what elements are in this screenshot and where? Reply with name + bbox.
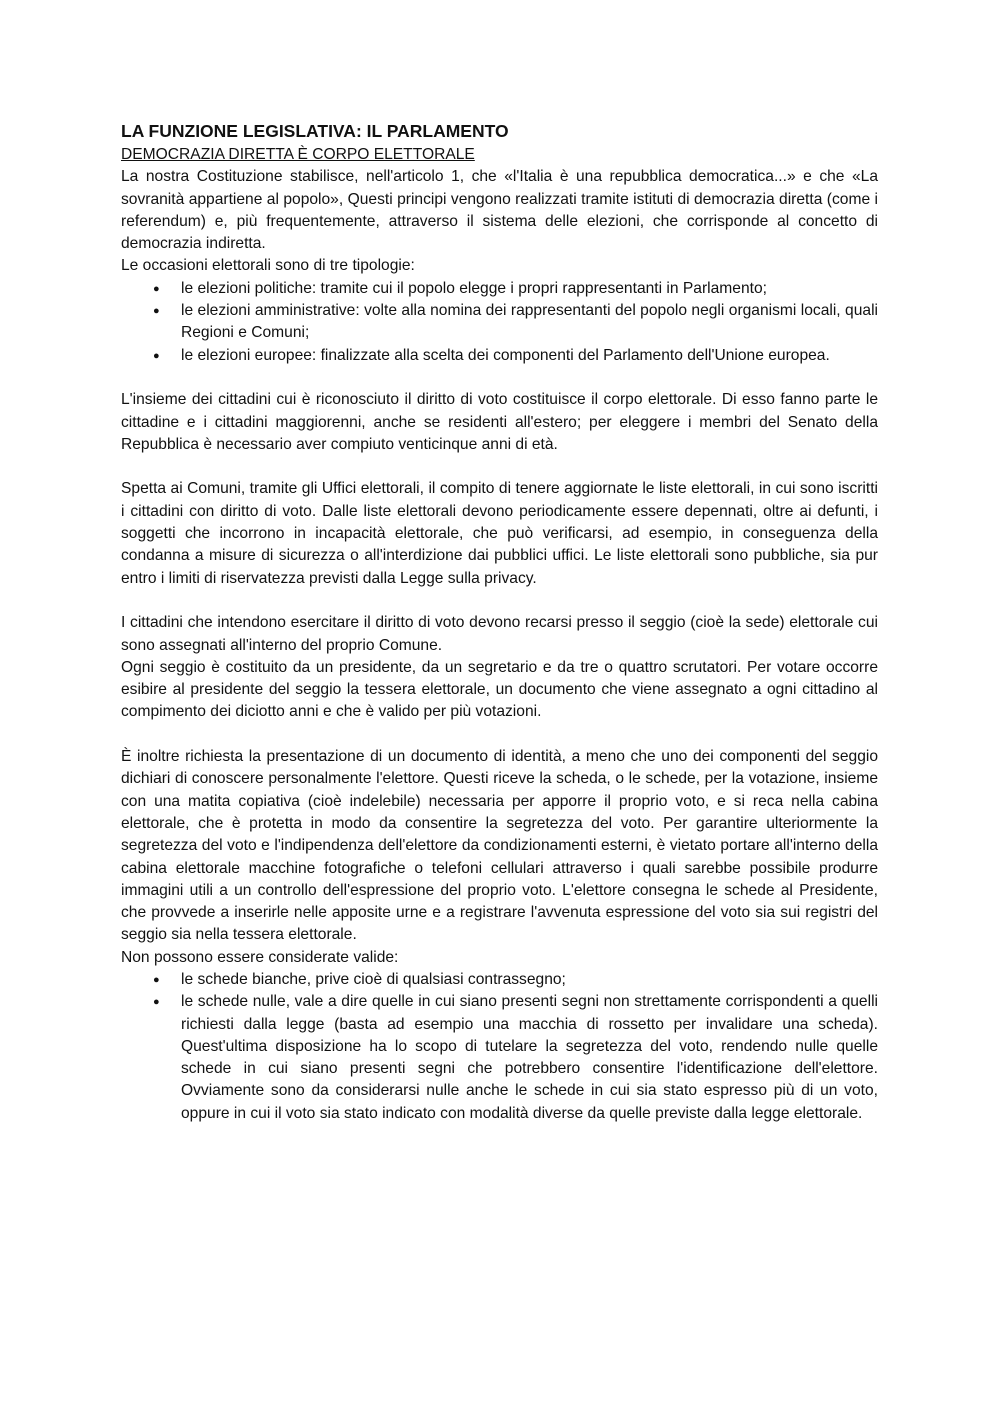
section-subtitle: DEMOCRAZIA DIRETTA È CORPO ELETTORALE: [121, 146, 475, 163]
spacer: [121, 456, 878, 478]
spacer: [121, 367, 878, 389]
election-types-list: [121, 278, 878, 367]
list-item: ● le elezioni amministrative: volte alla nomina dei rappresentanti del popolo negli organismi locali, quali Regioni e Comuni;: [181, 300, 878, 345]
list-item: ● le schede nulle, vale a dire quelle in cui siano presenti segni non strettamente corrispondenti a quelli richiesti dalla legge (basta ad esempio una macchia di rossetto per invalidare una scheda). Quest'ultima disposizione ha lo scopo di tutelare la segretezza del voto, rendendo nulle quelle schede in cui siano presenti segni che potrebbero consentire l'identificazione dell'elettore. Ovviamente sono da considerarsi nulle anche le schede in cui sia stato espresso più di un voto, oppure in cui il voto sia stato indicato con modalità diverse da quelle previste dalla legge elettorale.: [181, 991, 878, 1125]
paragraph-invalid-ballots: Non possono essere considerate valide:: [121, 948, 399, 966]
spacer: [121, 724, 878, 746]
paragraph-intro: La nostra Costituzione stabilisce, nell'articolo 1, che «l'Italia è una repubblica democratica...» e che «La sovranità appartiene al popolo», Questi principi vengono realizzati tramite istituti di democrazia diretta (come i referendum) e, più frequentemente, attraverso il sistema delle elezioni, che corrisponde al concetto di democrazia indiretta.: [121, 168, 878, 253]
invalid-ballots-list: [121, 969, 878, 1125]
paragraph-polling-staff: Ogni seggio è costituito da un presidente, da un segretario e da tre o quattro scrutatori. Per votare occorre esibire al presidente del seggio la tessera elettorale, un documento che viene assegnato a ogni cittadino al compimento dei diciotto anni e che è valido per più votazioni.: [121, 658, 878, 721]
document-title: LA FUNZIONE LEGISLATIVA: IL PARLAMENTO: [121, 121, 509, 141]
paragraph-electoral-body: L'insieme dei cittadini cui è riconosciuto il diritto di voto costituisce il corpo elettorale. Di esso fanno parte le cittadine e i cittadini maggiorenni, anche se residenti all'estero; per eleggere i membri del Senato della Repubblica è necessario aver compiuto venticinque anni di età.: [121, 391, 878, 453]
paragraph-electoral-lists: Spetta ai Comuni, tramite gli Uffici elettorali, il compito di tenere aggiornate le liste elettorali, in cui sono iscritti i cittadini con diritto di voto. Dalle liste elettorali devono periodicamente essere depennati, oltre ai defunti, i soggetti che incorrono in incapacità elettorale, che può verificarsi, ad esempio, in conseguenza della condanna a misure di sicurezza o all'interdizione dai pubblici uffici. Le liste elettorali sono pubbliche, sia pur entro i limiti di riservatezza previsti dalla Legge sulla privacy.: [121, 480, 878, 587]
document-page: [121, 118, 878, 1125]
list-item: ● le elezioni europee: finalizzate alla scelta dei componenti del Parlamento dell'Unione europea.: [181, 345, 878, 367]
paragraph-election-types: Le occasioni elettorali sono di tre tipologie:: [121, 257, 415, 275]
list-item: ● le schede bianche, prive cioè di qualsiasi contrassegno;: [181, 969, 878, 991]
paragraph-polling-station: I cittadini che intendono esercitare il diritto di voto devono recarsi presso il seggio (cioè la sede) elettorale cui sono assegnati all'interno del proprio Comune.: [121, 614, 878, 654]
spacer: [121, 590, 878, 612]
list-item: ● le elezioni politiche: tramite cui il popolo elegge i propri rappresentanti in Parlamento;: [181, 278, 878, 300]
paragraph-voting-procedure: È inoltre richiesta la presentazione di un documento di identità, a meno che uno dei componenti del seggio dichiari di conoscere personalmente l'elettore. Questi riceve la scheda, o le schede, per la votazione, insieme con una matita copiativa (cioè indelebile) necessaria per apporre il proprio voto, e si reca nella cabina elettorale, che è protetta in modo da consentire la segretezza del voto. Per garantire ulteriormente la segretezza del voto e l'indipendenza dell'elettore da condizionamenti esterni, è vietato portare all'interno della cabina elettorale macchine fotografiche o telefoni cellulari attraverso i quali sarebbe possibile produrre immagini utili a un controllo dell'espressione del proprio voto. L'elettore consegna le schede al Presidente, che provvede a inserirle nelle apposite urne e a registrare l'avvenuta espressione del voto sia sui registri del seggio sia nella tessera elettorale.: [121, 748, 878, 944]
